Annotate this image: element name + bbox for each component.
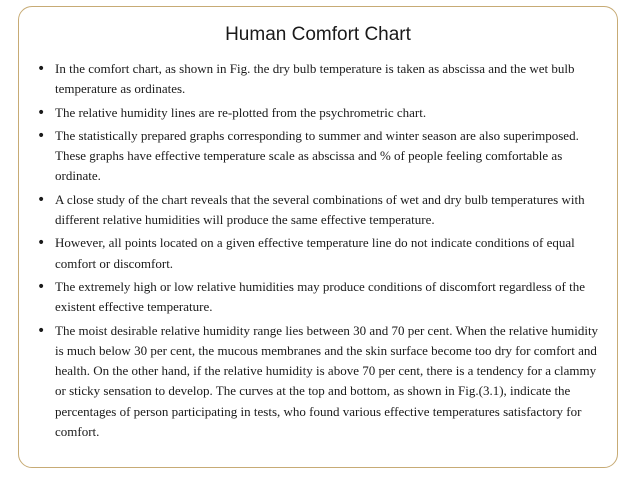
- bullet-text: In the comfort chart, as shown in Fig. the dry bulb temperature is taken as abscissa and the wet bulb temperature as ordinates.: [55, 61, 575, 97]
- bullet-list: [37, 59, 599, 445]
- bullet-dot-icon: •: [37, 127, 46, 144]
- bullet-text: The moist desirable relative humidity range lies between 30 and 70 per cent. When the relative humidity is much below 30 per cent, the mucous membranes and the skin surface become too dry for comfort and health. On the other hand, if the relative humidity is above 70 per cent, there is a tendency for a clammy or sticky sensation to develop. The curves at the top and bottom, as shown in Fig.(3.1), indicate the percentages of person participating in tests, who found various effective temperatures satisfactory for comfort.: [55, 322, 599, 440]
- bullet-text: A close study of the chart reveals that the several combinations of wet and dry bulb temperatures with different relative humidities will produce the same effective temperature.: [55, 191, 585, 228]
- bullet-dot-icon: •: [37, 322, 46, 339]
- bullet-item: [37, 103, 599, 123]
- slide-title: Human Comfort Chart: [225, 24, 411, 45]
- bullet-item: [37, 321, 599, 443]
- bullet-dot-icon: •: [37, 191, 46, 208]
- bullet-dot-icon: •: [37, 61, 46, 77]
- bullet-text: The statistically prepared graphs corresponding to summer and winter season are also superimposed. These graphs have effective temperature scale as abscissa and % of people feeling comfortable as ordinate.: [55, 127, 579, 184]
- bullet-dot-icon: •: [37, 278, 46, 295]
- bullet-dot-icon: •: [37, 104, 46, 121]
- bullet-text: The relative humidity lines are re-plotted from the psychrometric chart.: [55, 104, 427, 120]
- bullet-dot-icon: •: [37, 235, 46, 252]
- bullet-item: [37, 277, 599, 318]
- bullet-item: [37, 126, 599, 187]
- bullet-item: [37, 190, 599, 231]
- bullet-text: The extremely high or low relative humidities may produce conditions of discomfort regardless of the existent effective temperature.: [55, 278, 585, 315]
- bullet-text: However, all points located on a given effective temperature line do not indicate conditions of equal comfort or discomfort.: [55, 235, 575, 271]
- bullet-item: [37, 233, 599, 274]
- bullet-item: [37, 59, 599, 100]
